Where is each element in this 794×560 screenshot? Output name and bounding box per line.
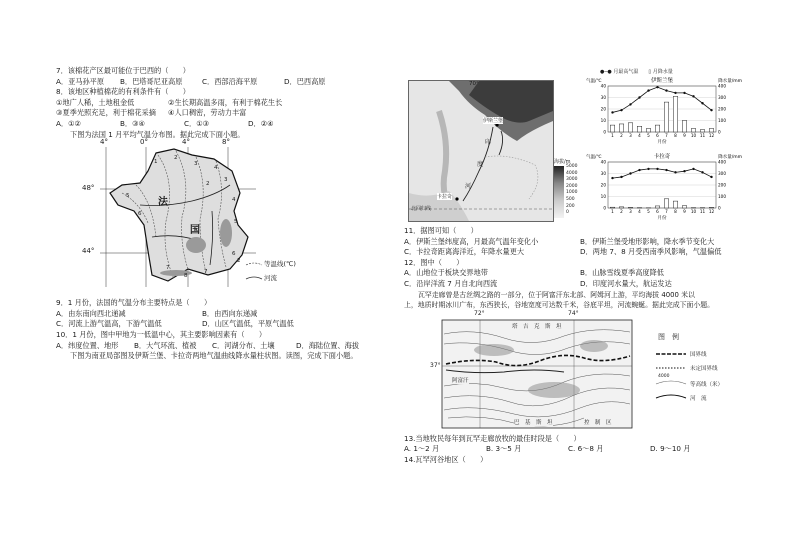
month-tick: 12 [708,209,715,214]
wakhan-corridor-map [430,309,734,432]
temp-point [620,176,622,178]
chart-left-tick: 20 [600,182,606,188]
chart-left-tick: 10 [600,194,606,199]
month-tick: 9 [683,209,686,214]
month-tick: 1 [611,209,614,214]
q13-option-d[interactable]: D. 9～10 月 [650,444,691,454]
q8-options [56,119,386,130]
temp-point [710,109,712,111]
elevation-value: 3000 [566,177,578,183]
q7-option-a[interactable]: A．亚马孙平原 [56,76,105,86]
q8-stem: 8．该地区种植棉花的有利条件有（ ） [56,87,190,97]
month-tick: 2 [620,209,623,214]
france-temperature-map [82,138,306,293]
precip-bar [646,129,651,132]
chart-left-tick: 0 [603,129,606,135]
elevation-legend [554,158,584,220]
temp-point [656,86,658,88]
q12-option-c[interactable]: C．沿岸洋流 7 月自北向西流 [404,278,498,288]
chart-left-tick: 40 [600,83,606,89]
temp-point [656,168,658,170]
legend-isotherm: 等温线(℃) [264,260,296,269]
chart-title: 伊斯兰堡 [650,78,674,84]
temp-point [638,169,640,171]
temp-point [611,177,613,179]
chart-title: 卡拉奇 [653,154,671,160]
precip-bar [610,125,615,132]
month-tick: 7 [665,133,668,138]
temp-point [647,89,649,91]
month-tick: 6 [656,209,659,214]
city-islamabad-label: 伊斯兰堡 [483,118,504,124]
q10-stem: 10．1 月份，图中甲地为一低温中心，其主要影响因素有（ ） [56,329,267,339]
label-control-zone: 控 制 区 [584,419,612,426]
month-tick: 11 [699,133,706,138]
chart-karachi [586,152,742,222]
temp-point [701,102,703,104]
month-tick: 7 [665,209,668,214]
isotherm-value: 3 [224,177,228,184]
isotherm-value: 8 [184,273,188,280]
q8-conditions-row2 [56,108,386,119]
map-label-du: 度 [477,161,484,168]
q10-option-a[interactable]: A．纬度位置、地形 [56,340,119,350]
legend-iso-number: 2 [237,258,241,265]
precip-bar [628,123,633,132]
elevation-value: 2000 [566,183,578,189]
precip-bar [619,207,624,208]
month-tick: 2 [620,133,623,138]
q8-condition-4: ④人口稠密，劳动力丰富 [168,108,247,118]
elevation-value: 500 [566,196,575,202]
precip-bar [664,199,669,208]
legend-temp-label: 月最高气温 [613,69,639,75]
temp-point [629,172,631,174]
q12-options-row2 [404,279,744,290]
q7-option-c[interactable]: C．西部沿海平原 [202,76,258,86]
chart-right-tick: 400 [718,83,726,89]
france-label-guo: 国 [190,225,200,237]
legend-contour-number: 4000 [658,373,670,379]
temp-point [629,103,631,105]
month-tick: 4 [638,209,641,214]
wakhan-lat-37: 37° [430,361,441,369]
temp-line [613,87,712,112]
chart-x-label: 月份 [657,216,667,221]
chart-right-tick: 0 [718,205,721,211]
temp-point [701,171,703,173]
chart-islamabad [586,76,742,146]
month-tick: 10 [690,209,697,214]
precip-bar [673,201,678,208]
q13-option-b[interactable]: B. 3～5 月 [486,444,522,454]
legend-river: 河 流 [690,395,707,402]
q9-options-row2 [56,319,386,330]
left-column [56,66,386,362]
chart-left-tick: 20 [600,106,606,112]
precip-bar [664,102,669,132]
precip-bar [655,206,660,208]
label-pakistan: 巴 基 斯 坦 [514,419,553,426]
isotherm-value: 6 [138,211,142,218]
tropic-label: 北回归线 [411,206,432,212]
climate-legend-precip: ▯ 月降水量 [648,69,673,75]
precip-bar [655,125,660,132]
temp-point [647,168,649,170]
chart-right-tick: 300 [718,95,726,100]
chart-right-axis-label: 降水量/mm [718,79,742,84]
q13-option-c[interactable]: C. 6～8 月 [568,444,604,454]
isotherm-value: 4 [232,197,236,204]
precip-bar [610,207,615,208]
chart-right-tick: 300 [718,171,726,176]
city-karachi-label: 卡拉奇 [437,194,453,200]
elevation-legend-title: 海拔/m [554,159,571,165]
precip-bar [628,207,633,208]
q11-option-d[interactable]: D．两地 7、8 月受西南季风影响，气温偏低 [580,247,722,257]
elevation-value: 5000 [566,164,578,169]
elevation-color-bar [554,166,564,218]
wakhan-map-svg [434,314,734,432]
q8-option-b[interactable]: B．③④ [120,118,146,128]
legend-undetermined-border: 未定国界线 [690,365,718,372]
month-tick: 3 [629,133,632,138]
q10-option-c[interactable]: C．河湖分布、土壤 [212,340,275,350]
q8-condition-1: ①地广人稀，土地租金低 [56,97,135,107]
month-tick: 8 [674,133,677,138]
q8-condition-3: ③夏季光照充足，利于棉花采摘 [56,108,156,118]
month-tick: 3 [629,209,632,214]
temp-point [665,89,667,91]
lon-label-0: 0° [140,138,148,147]
temp-point [683,92,685,94]
legend-contour: 等高线（米） [690,381,724,388]
q13-option-a[interactable]: A. 1～2 月 [404,444,440,454]
precip-bar [673,96,678,132]
q9-option-c[interactable]: C．河流上游气温高，下游气温低 [56,319,162,329]
precip-bar [691,129,696,132]
climate-legend-temp: ●─● 月最高气温 [600,69,639,75]
temp-point [674,92,676,94]
q14-stem: 14.瓦罕河谷地区（ ） [404,454,488,464]
q11-option-b[interactable]: B．伊斯兰堡受地形影响，降水季节变化大 [580,236,715,246]
isotherm-value: 1 [154,159,158,166]
precip-bar [709,207,714,208]
intro-wakhan-line1: 瓦罕走廊曾是古丝绸之路的一部分，位于阿富汗东北部、阿姆河上游，平均海拔 4000 米以 [418,290,695,299]
elevation-value: 0 [566,210,569,216]
chart-right-tick: 400 [718,159,726,165]
chart-right-tick: 0 [718,129,721,135]
q7-option-d[interactable]: D．巴西高原 [284,76,326,86]
isotherm-value: 5 [234,219,238,226]
q7-stem: 7．该棉花产区最可能位于巴西的（ ） [56,66,190,75]
q13-options [404,444,744,455]
chart-left-tick: 10 [600,118,606,123]
intro-wakhan-line2: 上，地质时期冰川广布，东西狭长，谷地宽度可达数千米，谷底平坦，河流蜿蜒。据此完成下面小题。 [404,301,715,310]
q11-options-row2 [404,247,744,258]
wakhan-lon-74: 74° [568,309,579,317]
chart-left-tick: 0 [603,205,606,211]
month-tick: 5 [647,209,650,214]
q8-conditions-row1 [56,98,386,109]
isotherm-value: 4 [214,165,218,172]
relief-map-svg [409,81,553,221]
lon-label-4w: 4° [100,138,108,147]
precip-bar [637,126,642,132]
france-label-fa: 法 [158,197,168,209]
label-tajikistan: 塔 吉 克 斯 坦 [512,323,562,330]
q8-option-d[interactable]: D．②④ [248,118,274,128]
chart-right-tick: 200 [718,182,726,188]
map-label-yin: 印 [485,139,492,146]
right-column [404,66,744,466]
q9-stem: 9．1 月份，法国的气温分布主要特点是（ ） [56,298,212,308]
temp-point [710,176,712,178]
precip-bar [682,121,687,133]
q12-stem: 12．图中（ ） [404,257,464,267]
map-label-he: 河 [465,183,472,190]
q9-option-a[interactable]: A．由东南向西北递减 [56,308,126,318]
precip-bar [619,124,624,132]
legend-border: 国界线 [690,351,707,358]
precip-bar [700,130,705,132]
q11-option-a[interactable]: A．伊斯兰堡纬度高，月最高气温年变化小 [404,236,539,246]
isotherm-value: 2 [174,155,178,162]
lon-label-4e: 4° [182,138,190,147]
chart-x-label: 月份 [657,140,667,145]
intro-south-asia: 下图为南亚局部图及伊斯兰堡、卡拉奇两地气温曲线降水量柱状图。读图，完成下面小题。 [70,351,358,361]
chart-right-axis-label: 降水量/mm [718,155,742,160]
map-lat-70: 70° [469,81,479,87]
chart-left-tick: 30 [600,95,606,100]
precip-bar [682,206,687,208]
chart-right-tick: 100 [718,194,726,199]
q12-option-d[interactable]: D．印度河水量大，航运发达 [580,278,672,288]
temp-point [611,111,613,113]
month-tick: 1 [611,133,614,138]
q11-option-c[interactable]: C．卡拉奇距离海洋近，年降水量更大 [404,247,525,257]
q10-option-b[interactable]: B．大气环流、植被 [134,340,197,350]
month-tick: 4 [638,133,641,138]
elevation-value: 200 [566,203,575,209]
q8-condition-2: ②生长期高温多雨，有利于棉花生长 [168,97,283,107]
precip-bar [709,129,714,132]
elevation-value: 4000 [566,170,578,176]
q10-option-d[interactable]: D．海陆位置、海拔 [296,340,360,350]
q7-options [56,77,386,88]
lat-label-44: 44° [82,247,95,256]
france-map-svg [96,141,306,293]
elevation-value: 1000 [566,190,578,196]
south-asia-figure [404,66,744,224]
temp-point [665,169,667,171]
elevation-values [566,164,577,217]
q10-options [56,341,386,352]
chart-left-tick: 40 [600,159,606,165]
month-tick: 5 [647,133,650,138]
isotherm-value: 5 [126,193,130,200]
month-tick: 10 [690,133,697,138]
chart-left-axis-label: 气温/℃ [586,155,602,160]
month-tick: 6 [656,133,659,138]
month-tick: 12 [708,133,715,138]
q9-option-b[interactable]: B．由西向东递减 [202,308,258,318]
label-afghanistan: 阿富汗 [452,377,469,384]
month-tick: 8 [674,209,677,214]
q7-option-b[interactable]: B．巴塔哥尼亚高原 [120,76,183,86]
temp-point [674,171,676,173]
legend-river: 河流 [264,274,277,283]
chart-right-tick: 100 [718,118,726,123]
q12-option-b[interactable]: B．山脉雪线夏季高度降低 [580,268,664,278]
south-asia-relief-map [408,80,554,222]
q13-stem: 13.当地牧民每年到瓦罕走廊放牧的最佳时段是（ ） [404,433,581,443]
isotherm-value: 3 [194,161,198,168]
q11-options-row1 [404,237,744,248]
isotherm-value: 7 [204,269,208,276]
legend-precip-label: 月降水量 [652,69,673,75]
climate-legend [600,68,673,75]
month-tick: 9 [683,133,686,138]
temp-point [692,95,694,97]
isotherm-value: 2 [206,181,210,188]
q11-stem: 11．据图可知（ ） [404,226,478,235]
isotherm-value: 7 [166,265,170,272]
q12-options-row1 [404,268,744,279]
q12-option-a[interactable]: A．山地位于板块交界地带 [404,268,488,278]
q8-option-c[interactable]: C．①③ [184,118,210,128]
lon-label-8e: 8° [222,138,230,147]
chart-right-tick: 200 [718,106,726,112]
intro-france: 下图为法国 1 月平均气温分布图。据此完成下面小题。 [70,129,245,139]
chart-left-axis-label: 气温/℃ [586,79,602,84]
isotherm-value: 6 [232,251,236,258]
temp-point [683,170,685,172]
lat-label-48: 48° [82,184,95,193]
temp-point [638,96,640,98]
q9-option-d[interactable]: D．山区气温低，平原气温低 [202,319,294,329]
wakhan-lon-72: 72° [474,309,485,317]
q9-options-row1 [56,309,386,320]
wakhan-legend-title: 图 例 [658,332,679,341]
q8-option-a[interactable]: A．①② [56,118,81,128]
month-tick: 11 [699,209,706,214]
temp-point [692,168,694,170]
temp-point [620,109,622,111]
chart-left-tick: 30 [600,171,606,176]
